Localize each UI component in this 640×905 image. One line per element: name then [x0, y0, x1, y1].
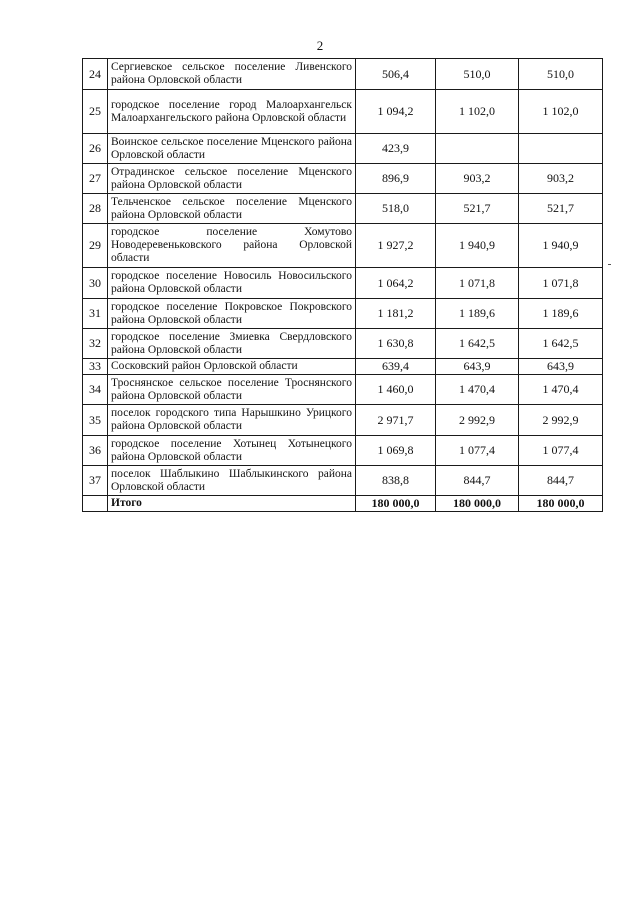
municipality-name: городское поселение город Малоархангельск Малоархангельского района Орловской области [108, 90, 356, 134]
total-value-2: 180 000,0 [436, 496, 519, 512]
row-number: 28 [83, 194, 108, 224]
value-2: 643,9 [436, 359, 519, 375]
row-number: 33 [83, 359, 108, 375]
municipality-name: Троснянское сельское поселение Троснянского района Орловской области [108, 375, 356, 405]
value-1: 1 064,2 [356, 268, 436, 299]
table-row [83, 405, 603, 436]
total-row [83, 496, 603, 512]
value-3: 643,9 [519, 359, 603, 375]
table-row [83, 90, 603, 134]
value-3: 844,7 [519, 466, 603, 496]
value-2: 1 940,9 [436, 224, 519, 268]
table-row [83, 329, 603, 359]
value-2: 510,0 [436, 59, 519, 90]
value-2: 1 642,5 [436, 329, 519, 359]
value-3: 521,7 [519, 194, 603, 224]
table-row [83, 299, 603, 329]
table-row [83, 375, 603, 405]
row-number: 29 [83, 224, 108, 268]
municipality-name: Тельченское сельское поселение Мценского района Орловской области [108, 194, 356, 224]
value-2 [436, 134, 519, 164]
value-2: 844,7 [436, 466, 519, 496]
table-row [83, 59, 603, 90]
value-3: 1 102,0 [519, 90, 603, 134]
value-3: 903,2 [519, 164, 603, 194]
municipality-name: Воинское сельское поселение Мценского района Орловской области [108, 134, 356, 164]
row-number: 24 [83, 59, 108, 90]
row-number: 34 [83, 375, 108, 405]
municipality-name: поселок Шаблыкино Шаблыкинского района Орловской области [108, 466, 356, 496]
row-number: 26 [83, 134, 108, 164]
municipality-name: Отрадинское сельское поселение Мценского района Орловской области [108, 164, 356, 194]
value-1: 1 460,0 [356, 375, 436, 405]
municipality-name: городское поселение Новосиль Новосильского района Орловской области [108, 268, 356, 299]
total-value-1: 180 000,0 [356, 496, 436, 512]
value-1: 1 094,2 [356, 90, 436, 134]
page-number: 2 [316, 38, 324, 53]
value-1: 506,4 [356, 59, 436, 90]
municipality-name: городское поселение Хомутово Новодеревеньковского района Орловской области [108, 224, 356, 268]
table-row [83, 359, 603, 375]
table-row [83, 466, 603, 496]
value-3: 1 940,9 [519, 224, 603, 268]
value-1: 639,4 [356, 359, 436, 375]
row-number: 30 [83, 268, 108, 299]
municipality-name: Сосковский район Орловской области [108, 359, 356, 375]
municipality-name: городское поселение Покровское Покровского района Орловской области [108, 299, 356, 329]
value-3: 1 470,4 [519, 375, 603, 405]
value-1: 1 181,2 [356, 299, 436, 329]
value-2: 521,7 [436, 194, 519, 224]
value-3: 1 642,5 [519, 329, 603, 359]
value-3: 1 189,6 [519, 299, 603, 329]
municipality-name: Сергиевское сельское поселение Ливенского района Орловской области [108, 59, 356, 90]
allocation-table [82, 58, 603, 512]
row-number: 32 [83, 329, 108, 359]
row-number: 35 [83, 405, 108, 436]
value-3: 2 992,9 [519, 405, 603, 436]
row-number: 37 [83, 466, 108, 496]
value-2: 1 071,8 [436, 268, 519, 299]
value-1: 896,9 [356, 164, 436, 194]
table-row [83, 224, 603, 268]
value-1: 518,0 [356, 194, 436, 224]
row-number: 36 [83, 436, 108, 466]
table-row [83, 436, 603, 466]
value-1: 838,8 [356, 466, 436, 496]
table-body [83, 59, 603, 512]
value-1: 1 927,2 [356, 224, 436, 268]
table-row [83, 134, 603, 164]
value-2: 1 470,4 [436, 375, 519, 405]
scan-speck [608, 264, 611, 265]
value-3: 510,0 [519, 59, 603, 90]
value-2: 2 992,9 [436, 405, 519, 436]
row-number: 27 [83, 164, 108, 194]
value-3: 1 071,8 [519, 268, 603, 299]
value-2: 903,2 [436, 164, 519, 194]
value-1: 2 971,7 [356, 405, 436, 436]
total-value-3: 180 000,0 [519, 496, 603, 512]
value-1: 1 630,8 [356, 329, 436, 359]
row-number: 25 [83, 90, 108, 134]
total-number-cell [83, 496, 108, 512]
value-1: 1 069,8 [356, 436, 436, 466]
total-label: Итого [108, 496, 356, 512]
value-2: 1 189,6 [436, 299, 519, 329]
value-3: 1 077,4 [519, 436, 603, 466]
value-1: 423,9 [356, 134, 436, 164]
table-row [83, 268, 603, 299]
value-3 [519, 134, 603, 164]
municipality-name: поселок городского типа Нарышкино Урицкого района Орловской области [108, 405, 356, 436]
value-2: 1 102,0 [436, 90, 519, 134]
row-number: 31 [83, 299, 108, 329]
value-2: 1 077,4 [436, 436, 519, 466]
table-row [83, 164, 603, 194]
table-row [83, 194, 603, 224]
municipality-name: городское поселение Хотынец Хотынецкого района Орловской области [108, 436, 356, 466]
municipality-name: городское поселение Змиевка Свердловского района Орловской области [108, 329, 356, 359]
